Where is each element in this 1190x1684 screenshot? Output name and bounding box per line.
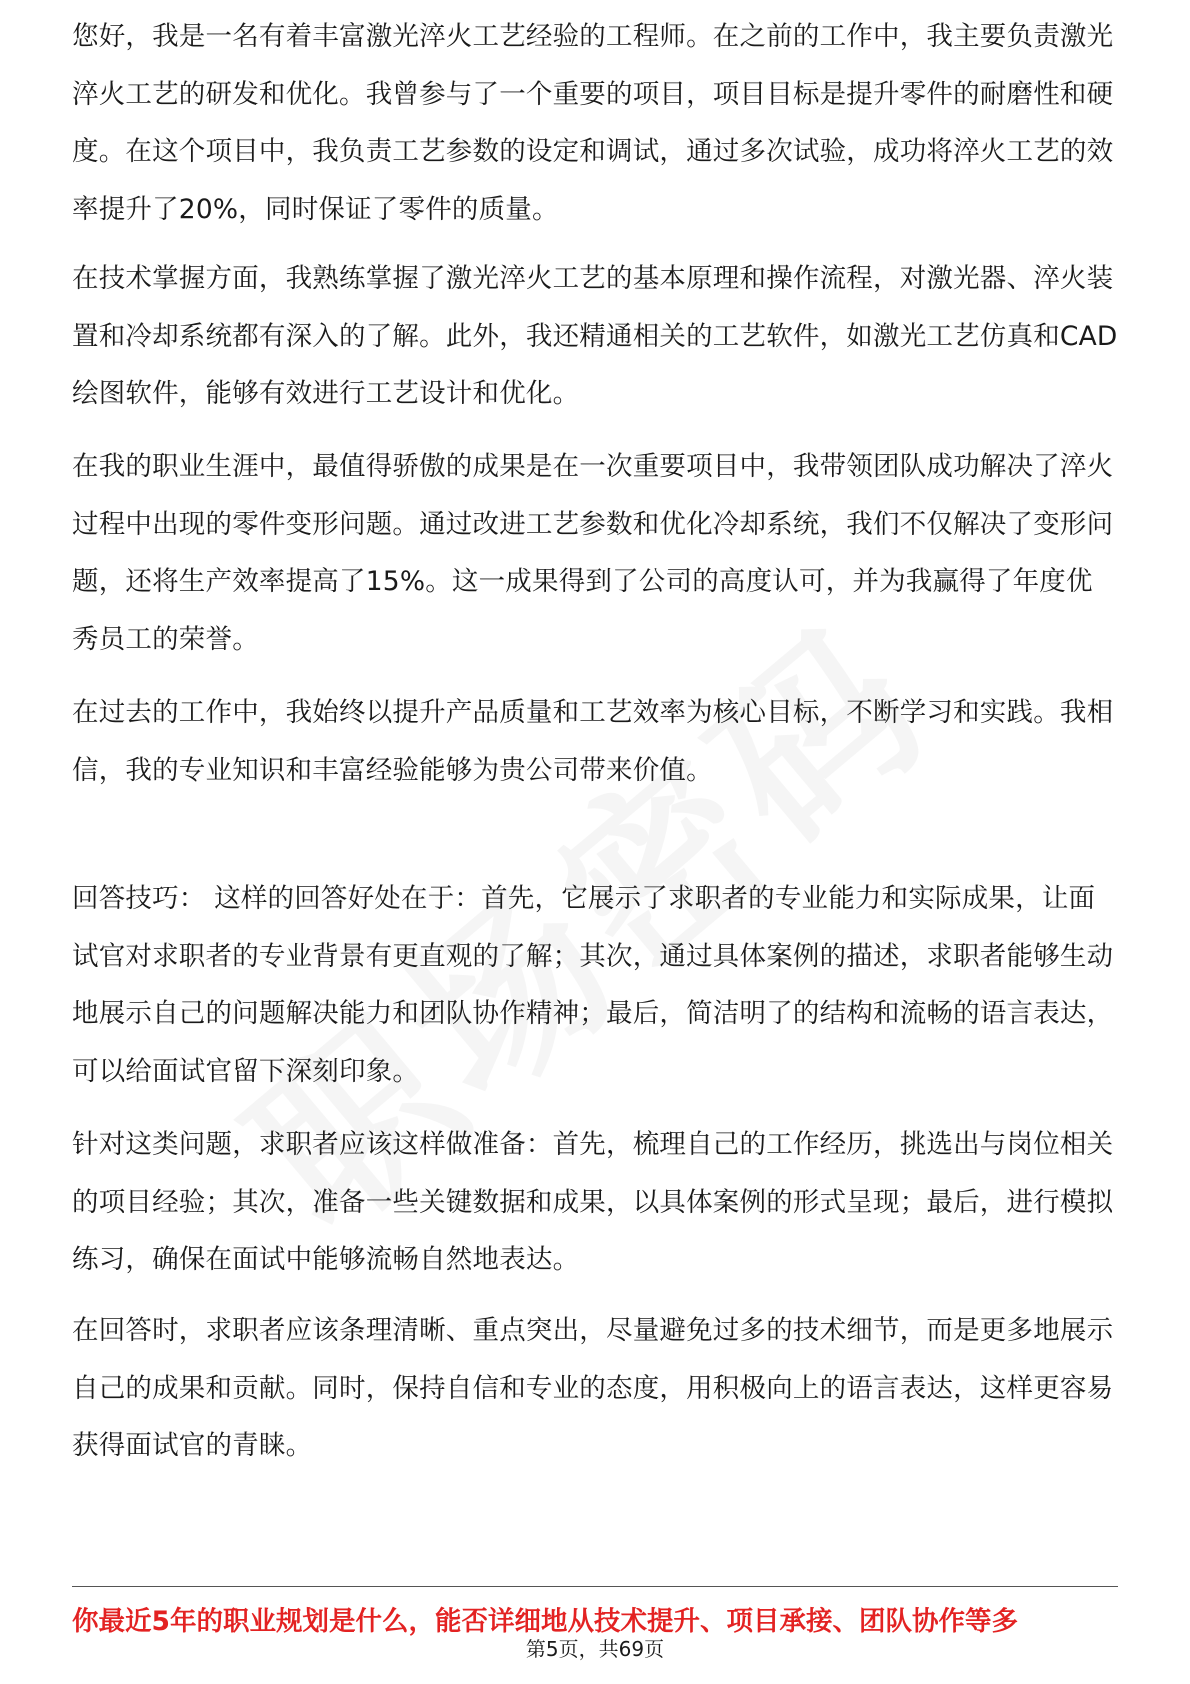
next-question-heading: 你最近5年的职业规划是什么，能否详细地从技术提升、项目承接、团队协作等多 — [72, 1606, 1018, 1637]
paragraph-skills: 在技术掌握方面，我熟练掌握了激光淬火工艺的基本原理和操作流程，对激光器、淬火装置和冷却系统都有深入的了解。此外，我还精通相关的工艺软件，如激光工艺仿真和CAD绘图软件，能够有效进行工艺设计和优化。 — [72, 263, 1118, 409]
paragraph-answering-advice: 在回答时，求职者应该条理清晰、重点突出，尽量避免过多的技术细节，而是更多地展示自己的成果和贡献。同时，保持自信和专业的态度，用积极向上的语言表达，这样更容易获得面试官的青睐。 — [72, 1315, 1114, 1461]
paragraph-achievement: 在我的职业生涯中，最值得骄傲的成果是在一次重要项目中，我带领团队成功解决了淬火过程中出现的零件变形问题。通过改进工艺参数和优化冷却系统，我们不仅解决了变形问题，还将生产效率提高了15%。这一成果得到了公司的高度认可，并为我赢得了年度优秀员工的荣誉。 — [72, 451, 1114, 655]
section-divider — [72, 1586, 1118, 1587]
page-footer: 第5页，共69页 — [525, 1637, 665, 1661]
paragraph-answer-tips: 回答技巧： 这样的回答好处在于：首先，它展示了求职者的专业能力和实际成果，让面试官对求职者的专业背景有更直观的了解；其次，通过具体案例的描述，求职者能够生动地展示自己的问题解决能力和团队协作精神；最后，简洁明了的结构和流畅的语言表达，可以给面试官留下深刻印象。 — [72, 883, 1114, 1087]
paragraph-summary: 在过去的工作中，我始终以提升产品质量和工艺效率为核心目标，不断学习和实践。我相信，我的专业知识和丰富经验能够为贵公司带来价值。 — [72, 697, 1114, 786]
paragraph-experience: 您好，我是一名有着丰富激光淬火工艺经验的工程师。在之前的工作中，我主要负责激光淬火工艺的研发和优化。我曾参与了一个重要的项目，项目目标是提升零件的耐磨性和硬度。在这个项目中，我负责工艺参数的设定和调试，通过多次试验，成功将淬火工艺的效率提升了20%，同时保证了零件的质量。 — [72, 21, 1114, 225]
paragraph-preparation: 针对这类问题，求职者应该这样做准备：首先，梳理自己的工作经历，挑选出与岗位相关的项目经验；其次，准备一些关键数据和成果，以具体案例的形式呈现；最后，进行模拟练习，确保在面试中能够流畅自然地表达。 — [72, 1129, 1114, 1275]
